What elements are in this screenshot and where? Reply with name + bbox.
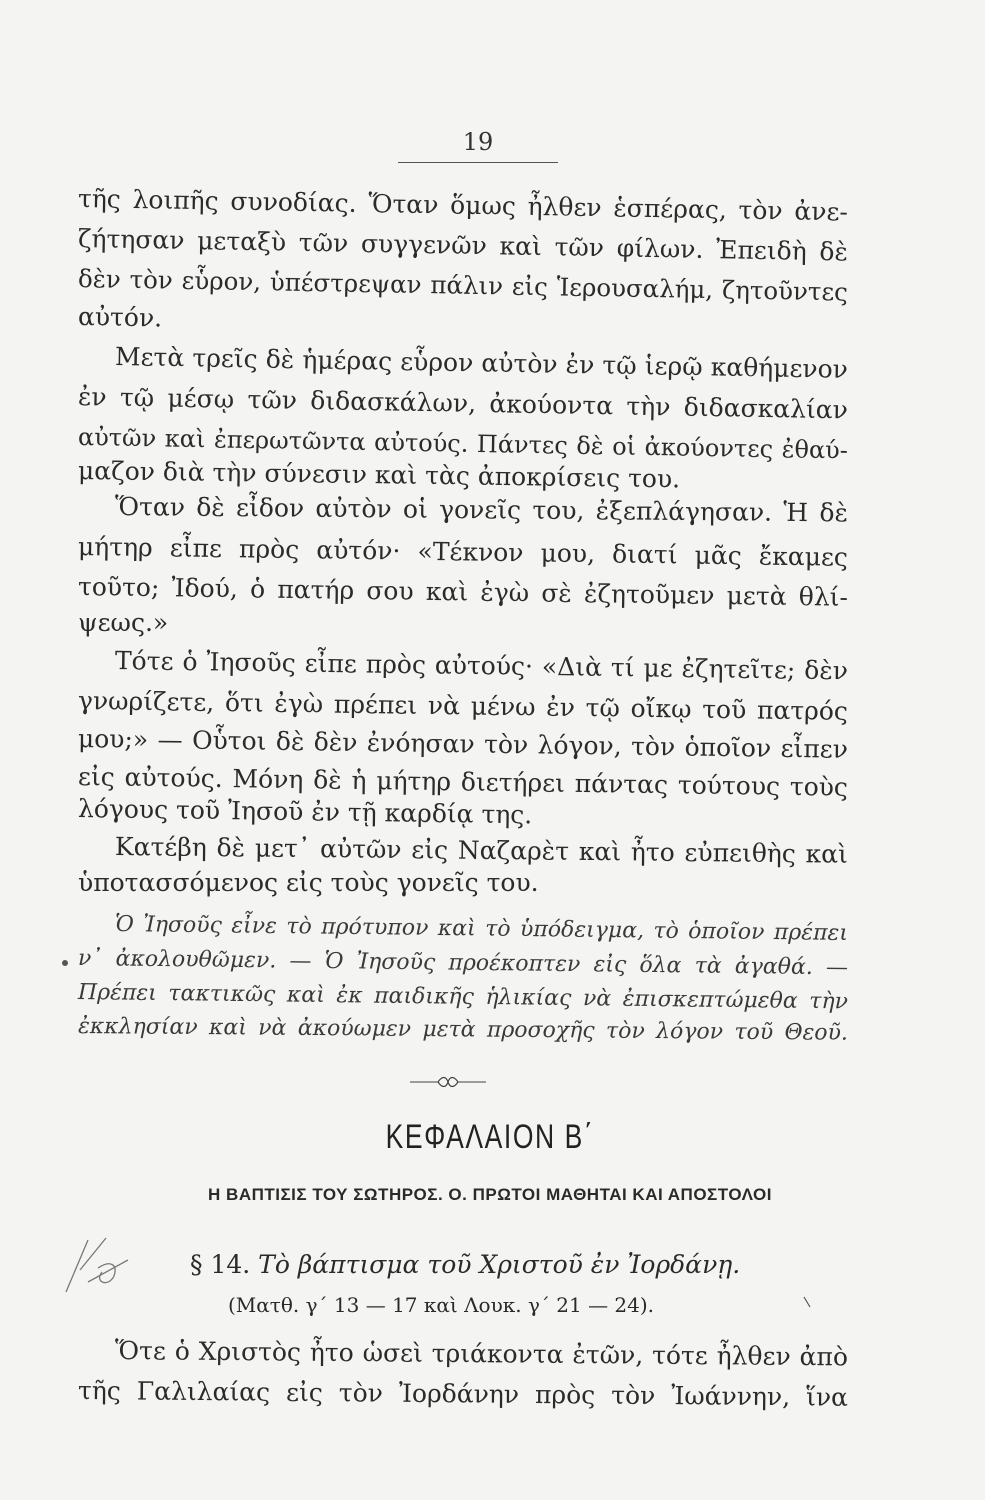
header-rule (398, 162, 558, 163)
text-line: Μετὰ τρεῖς δὲ ἡμέρας εὗρον αὐτὸν ἐν τῷ ἱερῷ καθήμενον (114, 342, 849, 384)
text-line: τῆς Γαλιλαίας εἰς τὸν Ἰορδάνην πρὸς τὸν Ἰωάννην, ἵνα (77, 1376, 849, 1412)
chapter-subtitle: Η ΒΑΠΤΙΣΙΣ ΤΟΥ ΣΩΤΗΡΟΣ. Ο. ΠΡΩΤΟΙ ΜΑΘΗΤΑΙ ΚΑΙ ΑΠΟΣΤΟΛΟΙ (208, 1185, 772, 1204)
text-line: τοῦτο; Ἰδού, ὁ πατήρ σου καὶ ἐγὼ σὲ ἐζητοῦμεν μετὰ θλί- (77, 572, 849, 612)
text-line: ψεως.» (78, 608, 169, 637)
text-line: Ὅτε ὁ Χριστὸς ἦτο ὡσεὶ τριάκοντα ἐτῶν, τότε ἦλθεν ἀπὸ (114, 1336, 849, 1372)
text-line: μου;» — Οὗτοι δὲ δὲν ἐνόησαν τὸν λόγον, τὸν ὁποῖον εἶπεν (77, 724, 849, 764)
text-line: μήτηρ εἶπε πρὸς αὐτόν· «Τέκνον μου, διατί μᾶς ἔκαμες (77, 532, 849, 572)
pencil-scribble-mark (58, 1230, 138, 1305)
text-line: τῆς λοιπῆς συνοδίας. Ὅταν ὅμως ἦλθεν ἑσπέρας, τὸν ἀνε- (77, 184, 849, 227)
margin-dot (62, 960, 68, 966)
text-line: αὐτόν. (77, 302, 163, 333)
text-line: δὲν τὸν εὗρον, ὑπέστρεψαν πάλιν εἰς Ἱερουσαλήμ, ζητοῦντες (77, 264, 849, 307)
text-line: μαζον διὰ τὴν σύνεσιν καὶ τὰς ἀποκρίσεις του. (77, 456, 681, 494)
text-line: ἐν τῷ μέσῳ τῶν διδασκάλων, ἀκούοντα τὴν διδασκαλίαν (77, 382, 849, 425)
section-divider-ornament (408, 1072, 488, 1092)
margin-tick (802, 1296, 812, 1308)
text-line: ζήτησαν μεταξὺ τῶν συγγενῶν καὶ τῶν φίλων. Ἐπειδὴ δὲ (77, 224, 849, 267)
text-line: εἰς αὐτούς. Μόνη δὲ ἡ μήτηρ διετήρει πάντας τούτους τοὺς (77, 762, 849, 802)
text-line: Ὅταν δὲ εἶδον αὐτὸν οἱ γονεῖς του, ἐξεπλάγησαν. Ἡ δὲ (114, 492, 849, 528)
section-heading (190, 1250, 790, 1279)
moral-line: ἐκκλησίαν καὶ νὰ ἀκούωμεν μετὰ προσοχῆς τὸν λόγον τοῦ Θεοῦ. (77, 1014, 849, 1046)
section-title: Τὸ βάπτισμα τοῦ Χριστοῦ ἐν Ἰορδάνῃ. (258, 1250, 741, 1279)
section-number: § 14. (190, 1250, 251, 1279)
text-line: αὐτῶν καὶ ἐπερωτῶντα αὐτούς. Πάντες δὲ οἱ ἀκούοντες ἐθαύ- (77, 423, 849, 465)
text-line: λόγους τοῦ Ἰησοῦ ἐν τῇ καρδίᾳ της. (77, 794, 533, 830)
chapter-title: ΚΕΦΑΛΑΙΟΝ Β΄ (385, 1118, 595, 1156)
moral-line: Πρέπει τακτικῶς καὶ ἐκ παιδικῆς ἡλικίας νὰ ἐπισκεπτώμεθα τὴν (77, 980, 849, 1015)
moral-line: Ὁ Ἰησοῦς εἶνε τὸ πρότυπον καὶ τὸ ὑπόδειγμα, τὸ ὁποῖον πρέπει (114, 912, 849, 946)
page-number: 19 (462, 128, 494, 156)
scripture-reference: (Ματθ. γ΄ 13 — 17 καὶ Λουκ. γ΄ 21 — 24). (228, 1293, 655, 1317)
text-line: ὑποτασσόμενος εἰς τοὺς γονεῖς του. (78, 868, 539, 897)
moral-line: ν᾽ ἀκολουθῶμεν. — Ὁ Ἰησοῦς προέκοπτεν εἰς ὅλα τὰ ἀγαθά. — (77, 946, 849, 981)
text-line: Κατέβη δὲ μετ᾽ αὐτῶν εἰς Ναζαρὲτ καὶ ἦτο εὐπειθὴς καὶ (114, 832, 849, 869)
text-line: γνωρίζετε, ὅτι ἐγὼ πρέπει νὰ μένω ἐν τῷ οἴκῳ τοῦ πατρός (77, 686, 849, 726)
text-line: Τότε ὁ Ἰησοῦς εἶπε πρὸς αὐτούς· «Διὰ τί με ἐζητεῖτε; δὲν (114, 646, 849, 686)
